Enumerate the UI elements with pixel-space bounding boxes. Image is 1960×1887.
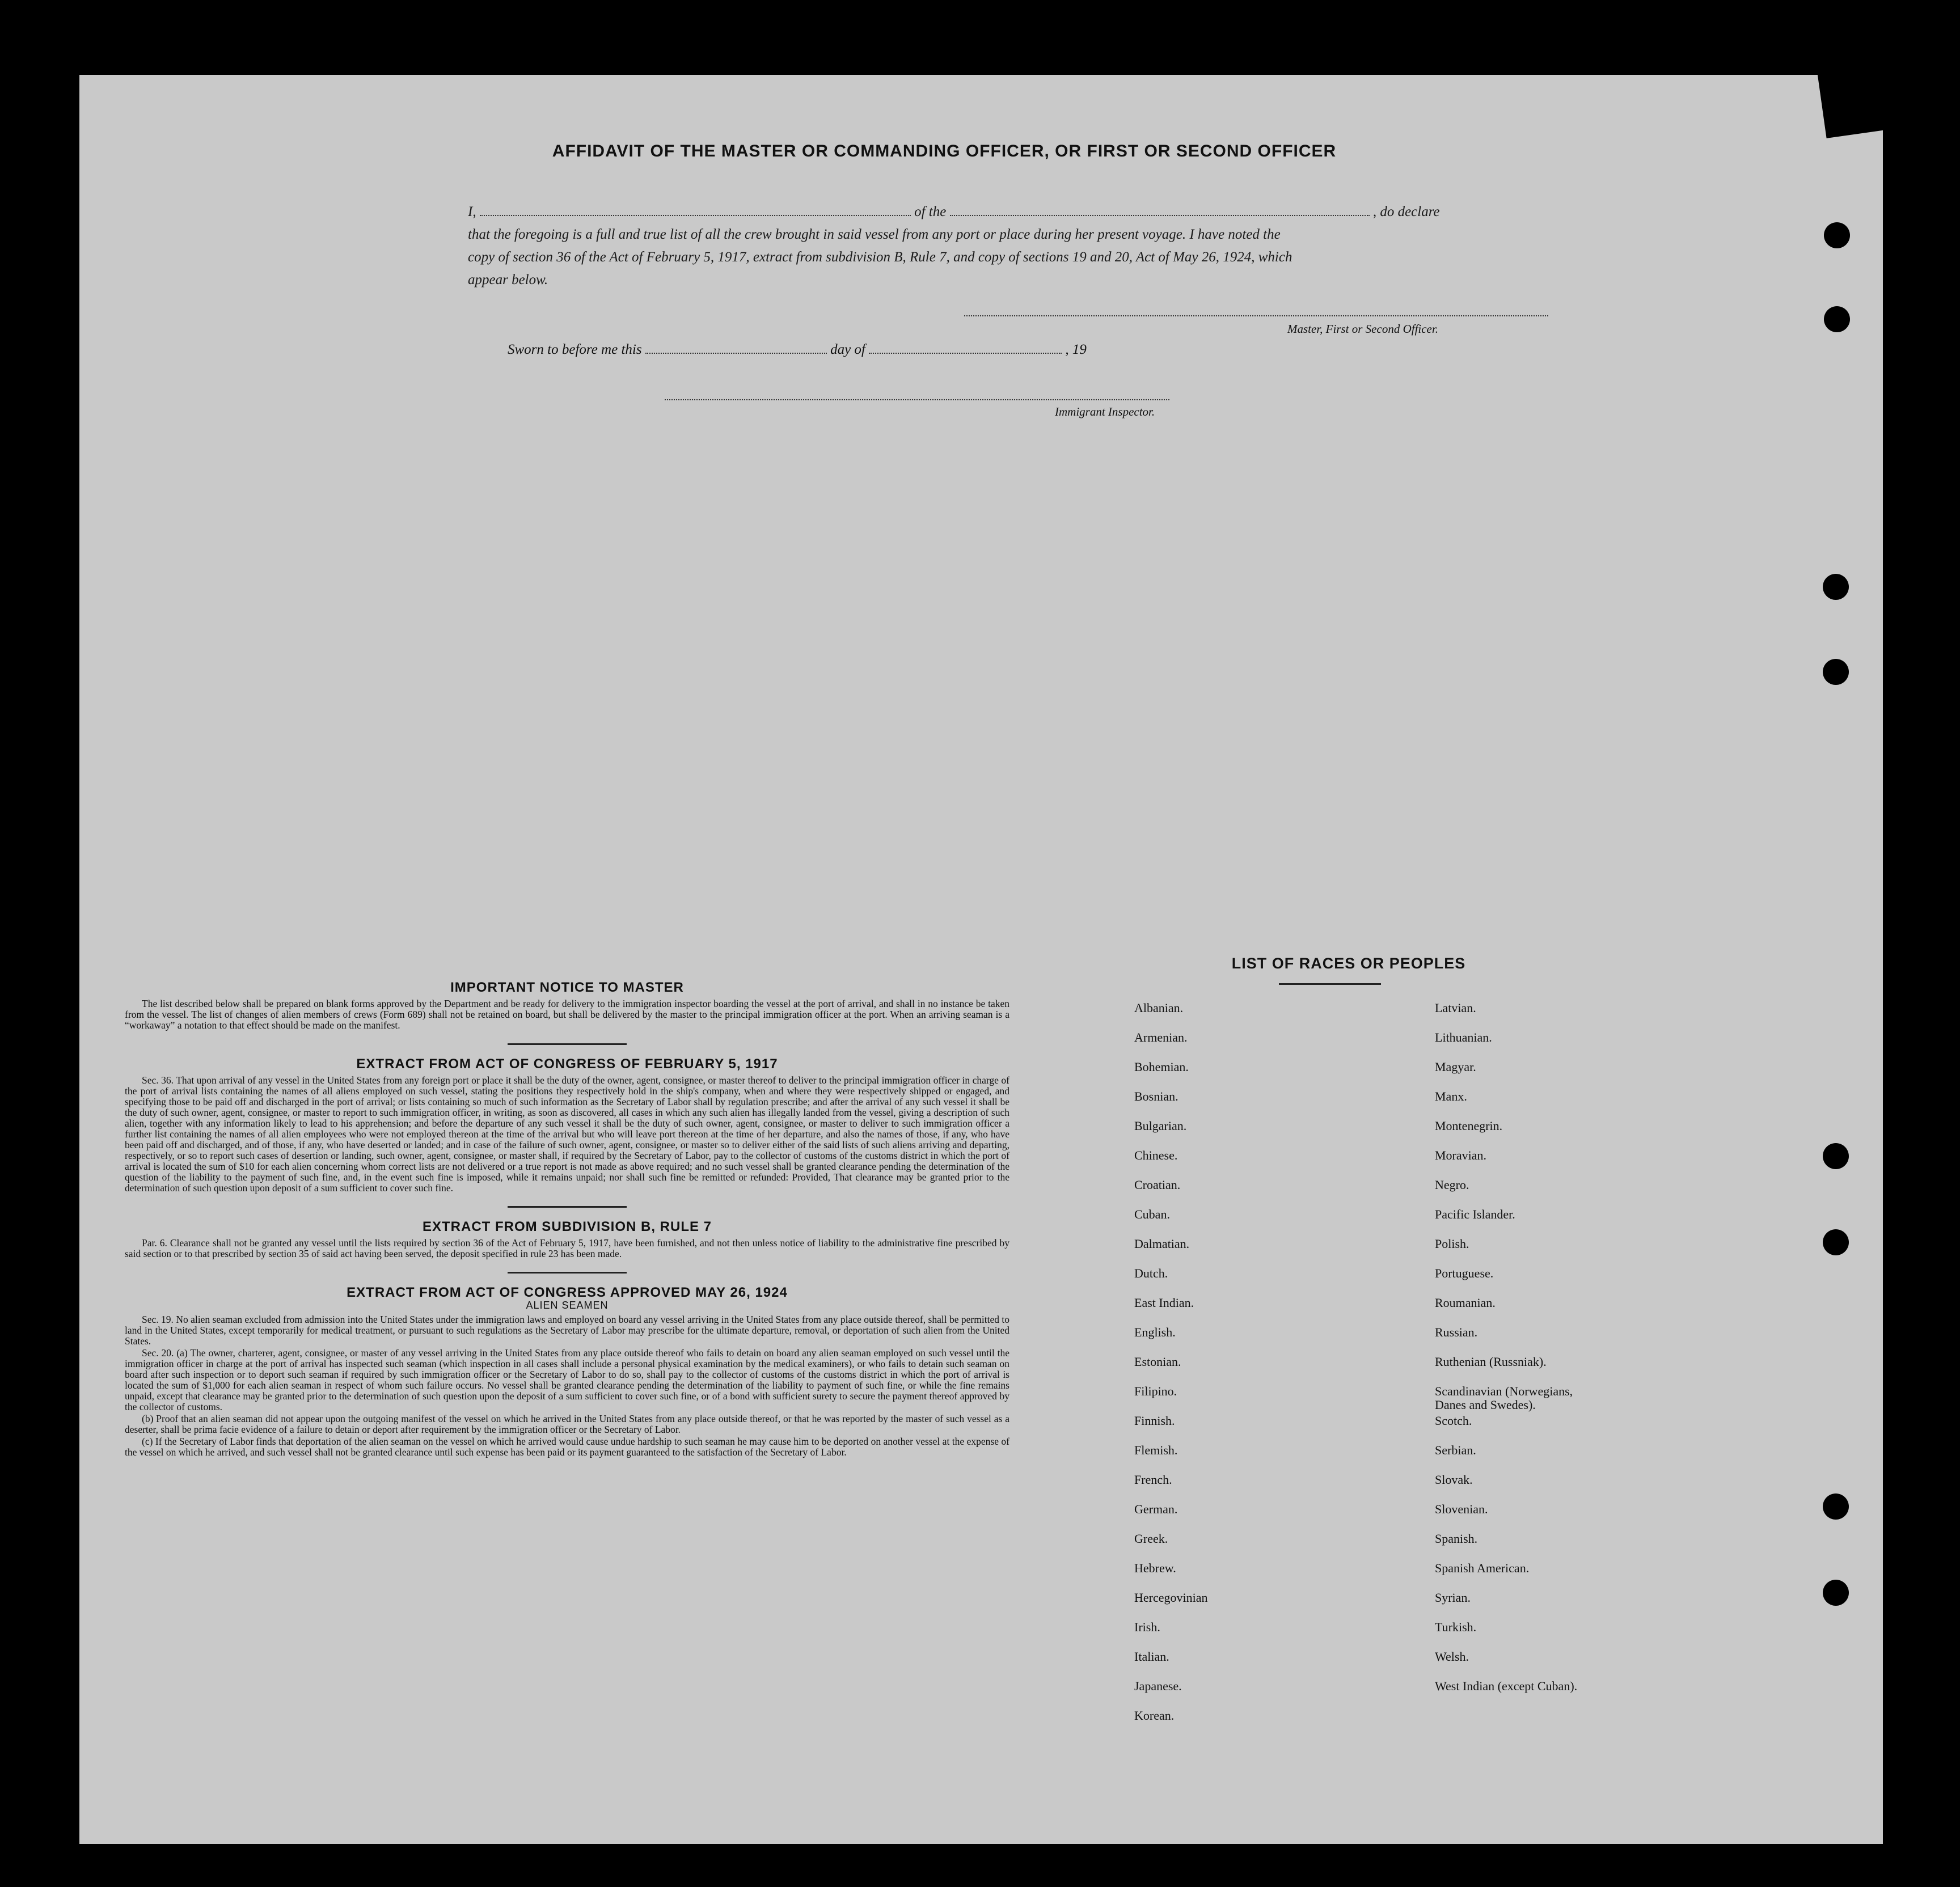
race-item: Estonian. (1134, 1355, 1181, 1369)
affidavit-i: I, (468, 204, 476, 219)
race-item: Syrian. (1435, 1590, 1471, 1605)
extract1-title: EXTRACT FROM ACT OF CONGRESS OF FEBRUARY 5, 1917 (356, 1056, 778, 1072)
race-item: Welsh. (1435, 1649, 1469, 1664)
binder-hole (1823, 1580, 1849, 1606)
affidavit-line-3: copy of section 36 of the Act of February 5, 1917, extract from subdivision B, Rule 7, and copy of sections 19 and 20, Act of May 26, 1924, which (468, 249, 1292, 265)
extract3-sec20a: Sec. 20. (a) The owner, charterer, agent, consignee, or master of any vessel arriving in the United States from any place outside thereof who fails to detain on board any alien seaman employed on such vessel until the immigration officer in charge at the port of arrival has inspected such seaman (which inspection in all cases shall include a personal physical examination by the medical examiners), or who fails to detain such seaman on board after such inspection or to deport such seaman if required by such immigration officer or the Secretary of Labor to do so, shall pay to the collector of customs of the customs district in which the port of arrival is located the sum of $1,000 for each alien seaman in respect of whom such failure occurs. No vessel shall be granted clearance pending the determination of the liability to payment of such fine, or while the fine remains unpaid, except that clearance may be granted prior to the determination of such question upon the deposit of a sum sufficient to cover such fine, or of a bond with sufficient surety to secure the payment thereof approved by the collector of customs. (125, 1347, 1009, 1412)
race-item: Bosnian. (1134, 1089, 1178, 1103)
race-item: Latvian. (1435, 1001, 1476, 1015)
race-item: Italian. (1134, 1649, 1169, 1664)
race-item: Lithuanian. (1435, 1030, 1492, 1044)
races-divider (1279, 983, 1381, 985)
race-item: Hebrew. (1134, 1561, 1176, 1575)
extract1-text: Sec. 36. That upon arrival of any vessel in the United States from any foreign port or place it shall be the duty of the owner, agent, consignee, or master thereof to deliver to the principal immigration officer in charge of the port of arrival lists containing the names of all aliens employed on such vessel, stating the positions they respectively hold in the ship's company, when and where they were respectively shipped or engaged, and specifying those to be paid off and discharged in the port of arrival; or lists containing so much of such information as the Secretary of Labor shall by regulation prescribe; and after the arrival of any such vessel it shall be the duty of such owner, agent, consignee, or master to report to such immigration officer, in writing, as soon as discovered, all cases in which any such alien has illegally landed from the vessel, giving a description of such alien, together with any information likely to lead to his apprehension; and before the departure of any such vessel it shall be the duty of such owner, agent, consignee, or master to deliver to such immigration officer a further list containing the names of all alien employees who were not employed thereon at the time of the arrival but who will leave port thereon at the time of her departure, and also the names of those, if any, who have been paid off and discharged, and of those, if any, who have deserted or landed; and in case of the failure of such owner, agent, consignee, or master so to deliver either of the said lists of such aliens arriving and departing, respectively, or so to report such cases of desertion or landing, such owner, agent, consignee, or master shall, if required by the Secretary of Labor, pay to the collector of customs of the customs district in which the port of arrival is located the sum of $10 for each alien concerning whom correct lists are not delivered or a true report is not made as above required; and no such vessel shall be granted clearance pending the determination of the question of the liability to the payment of such fine, and, in the event such fine is imposed, while it remains unpaid; nor shall such fine be remitted or refunded: Provided, That clearance may be granted prior to the determination of such question upon deposit of a sum sufficient to cover such fine. (125, 1074, 1009, 1194)
race-item: German. (1134, 1502, 1178, 1516)
race-item: Cuban. (1134, 1207, 1170, 1221)
race-item: Manx. (1435, 1089, 1467, 1103)
affidavit-of-the: of the (914, 204, 947, 219)
name-field[interactable] (480, 204, 911, 216)
affidavit-line-2: that the foregoing is a full and true list of all the crew brought in said vessel from any port or place during her present voyage. I have noted the (468, 227, 1281, 242)
race-item: Chinese. (1134, 1148, 1178, 1162)
race-item: Roumanian. (1435, 1296, 1496, 1310)
race-item: Portuguese. (1435, 1266, 1494, 1280)
race-item: Serbian. (1435, 1443, 1476, 1457)
divider (508, 1043, 627, 1045)
race-item: Ruthenian (Russniak). (1435, 1355, 1547, 1369)
race-item: Irish. (1134, 1620, 1160, 1634)
race-item: Pacific Islander. (1435, 1207, 1515, 1221)
inspector-signature-line[interactable] (665, 399, 1169, 400)
race-item: Negro. (1435, 1178, 1469, 1192)
sworn-label: Sworn to before me this (508, 342, 642, 357)
affidavit-title: AFFIDAVIT OF THE MASTER OR COMMANDING OFFICER, OR FIRST OR SECOND OFFICER (552, 142, 1337, 160)
extract2-title: EXTRACT FROM SUBDIVISION B, RULE 7 (422, 1219, 712, 1234)
race-item: Albanian. (1134, 1001, 1184, 1015)
race-item: Slovenian. (1435, 1502, 1488, 1516)
divider (508, 1272, 627, 1273)
race-item: East Indian. (1134, 1296, 1194, 1310)
binder-hole (1823, 659, 1849, 685)
inspector-caption: Immigrant Inspector. (1055, 405, 1155, 418)
extract3-sec20b: (b) Proof that an alien seaman did not appear upon the outgoing manifest of the vessel on which he arrived in the United States from any place outside thereof, or that he was reported by the master of such vessel as a deserter, shall be prima facie evidence of a failure to detain or deport after requirement by the immigration officer or the Secretary of Labor. (125, 1413, 1009, 1435)
race-item: Dutch. (1134, 1266, 1168, 1280)
binder-hole (1823, 1143, 1849, 1169)
race-item: Flemish. (1134, 1443, 1178, 1457)
race-item: West Indian (except Cuban). (1435, 1679, 1578, 1693)
day-of-label: day of (830, 342, 865, 357)
affidavit-body (468, 201, 1548, 291)
extract3-title: EXTRACT FROM ACT OF CONGRESS APPROVED MAY 26, 1924 (347, 1285, 788, 1300)
binder-hole (1823, 1493, 1849, 1520)
extract3-sec19: Sec. 19. No alien seaman excluded from admission into the United States under the immigration laws and employed on board any vessel arriving in the United States from any place outside thereof, shall be permitted to land in the United States, except temporarily for medical treatment, or pursuant to such regulations as the Secretary of Labor may prescribe for the ultimate departure, removal, or deportation of such alien from the United States. (125, 1314, 1009, 1347)
races-title: LIST OF RACES OR PEOPLES (1231, 955, 1466, 972)
affidavit-do-declare: , do declare (1372, 204, 1440, 219)
race-item: Bohemian. (1134, 1060, 1189, 1074)
torn-corner (1815, 45, 1928, 138)
divider (508, 1206, 627, 1208)
notice-title: IMPORTANT NOTICE TO MASTER (450, 980, 684, 995)
notice-text: The list described below shall be prepared on blank forms approved by the Department and be ready for delivery to the immigration inspector boarding the vessel at the port of arrival, and shall in no instance be taken from the vessel. The list of changes of alien members of crews (Form 689) shall not be retained on board, but shall be delivered by the master to the principal immigration officer at the port. When an arriving seaman is a “workaway” a notation to that effect should be made on the manifest. (125, 998, 1009, 1031)
binder-hole (1823, 574, 1849, 600)
extract3-sec20c: (c) If the Secretary of Labor finds that deportation of the alien seaman on the vessel on which he arrived would cause undue hardship to such seaman he may cause him to be deported on another vessel at the expense of the vessel on which he arrived, and such vessel shall not be granted clearance until such expense has been paid or its payment guaranteed to the satisfaction of the Secretary of Labor. (125, 1436, 1009, 1458)
race-item: Greek. (1134, 1531, 1168, 1546)
race-item: Korean. (1134, 1708, 1175, 1723)
binder-hole (1824, 222, 1850, 248)
races-right-column (1435, 1001, 1577, 1709)
race-item: Hercegovinian (1134, 1590, 1208, 1605)
notice-section (125, 982, 1009, 1458)
race-item: Finnish. (1134, 1414, 1175, 1428)
race-item: Spanish American. (1435, 1561, 1530, 1575)
master-caption: Master, First or Second Officer. (1287, 322, 1438, 336)
race-item: Russian. (1435, 1325, 1478, 1339)
race-item: Spanish. (1435, 1531, 1478, 1546)
extract3-subtitle: ALIEN SEAMEN (526, 1300, 609, 1311)
sworn-line (508, 341, 1087, 358)
race-item: Polish. (1435, 1237, 1469, 1251)
extract2-text: Par. 6. Clearance shall not be granted any vessel until the lists required by section 36 of the Act of February 5, 1917, have been furnished, and not then unless notice of liability to the administrative fine prescribed by said section or to that prescribed by section 35 of said act having been served, the deposit specified in rule 23 has been made. (125, 1237, 1009, 1259)
race-item: Moravian. (1435, 1148, 1487, 1162)
year-label: , 19 (1065, 342, 1087, 357)
race-item: Filipino. (1134, 1384, 1177, 1398)
race-item: Japanese. (1134, 1679, 1182, 1693)
race-item: Armenian. (1134, 1030, 1188, 1044)
race-item: Dalmatian. (1134, 1237, 1190, 1251)
month-field[interactable] (869, 341, 1062, 354)
binder-hole (1824, 306, 1850, 332)
master-signature-line[interactable] (964, 315, 1548, 316)
race-item: Scandinavian (Norwegians, Danes and Swedes). (1435, 1384, 1573, 1412)
race-item: Scotch. (1435, 1414, 1472, 1428)
race-item: French. (1134, 1473, 1172, 1487)
document-page (79, 75, 1883, 1844)
sworn-date-field[interactable] (645, 341, 827, 354)
race-item: English. (1134, 1325, 1176, 1339)
races-left-column (1134, 1001, 1208, 1738)
binder-hole (1823, 1229, 1849, 1255)
race-item: Montenegrin. (1435, 1119, 1503, 1133)
race-item: Bulgarian. (1134, 1119, 1187, 1133)
race-item: Turkish. (1435, 1620, 1477, 1634)
race-item: Croatian. (1134, 1178, 1181, 1192)
race-item: Magyar. (1435, 1060, 1476, 1074)
affidavit-line-4: appear below. (468, 272, 548, 287)
vessel-field[interactable] (950, 204, 1370, 216)
race-item: Slovak. (1435, 1473, 1473, 1487)
